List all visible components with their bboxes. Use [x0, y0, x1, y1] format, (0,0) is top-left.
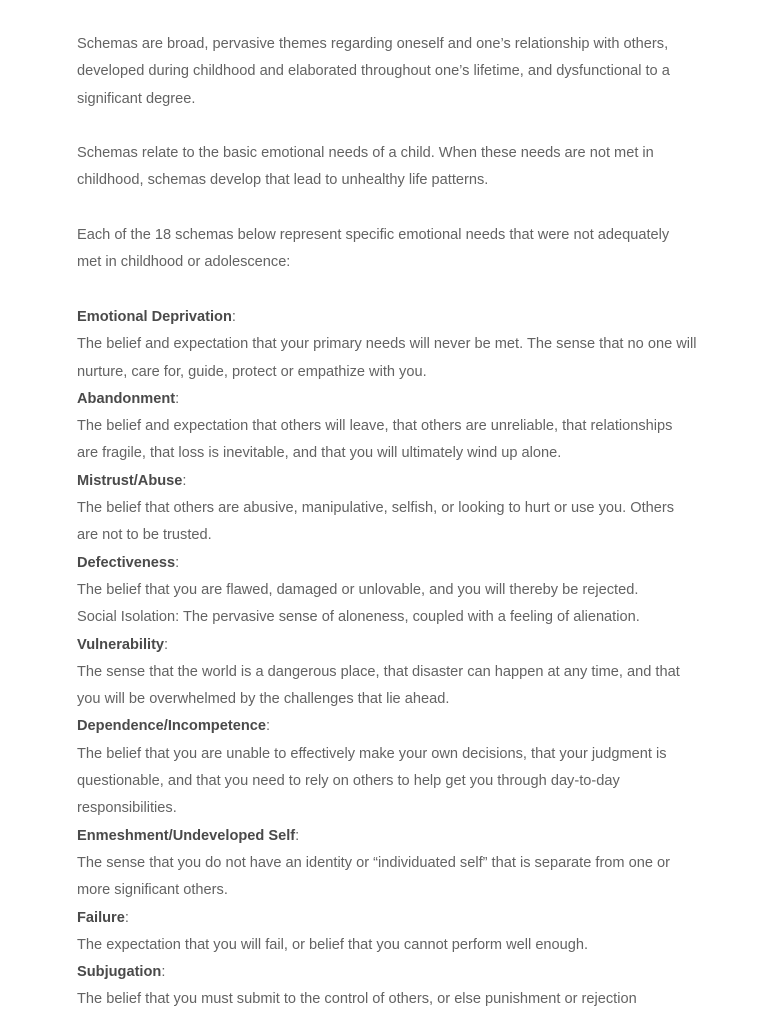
document-body	[77, 31, 697, 1014]
schema-social-isolation-line: Social Isolation: The pervasive sense of aloneness, coupled with a feeling of alienation.	[77, 609, 640, 626]
schema-name: Dependence/Incompetence	[77, 718, 266, 735]
schema-defectiveness	[77, 550, 697, 632]
schema-definition: The expectation that you will fail, or belief that you cannot perform well enough.	[77, 936, 589, 953]
schema-mistrust-abuse	[77, 468, 697, 550]
schema-definition: The belief that others are abusive, manipulative, selfish, or looking to hurt or use you. Others are not to be trusted.	[77, 500, 675, 544]
schema-vulnerability	[77, 632, 697, 714]
schema-colon: :	[161, 964, 166, 981]
schema-name: Subjugation	[77, 964, 162, 981]
paragraph-gap	[77, 113, 697, 140]
schema-dependence-incompetence	[77, 713, 697, 822]
schema-name: Abandonment	[77, 390, 176, 407]
intro-paragraph-2: Schemas relate to the basic emotional needs of a child. When these needs are not met in childhood, schemas develop that lead to unhealthy life patterns.	[77, 145, 654, 189]
schema-emotional-deprivation	[77, 304, 697, 386]
schema-colon: :	[295, 827, 300, 844]
schema-colon: :	[231, 308, 236, 325]
schema-colon: :	[182, 472, 187, 489]
schema-heading	[77, 632, 697, 659]
schema-definition: The belief and expectation that others will leave, that others are unreliable, that relationships are fragile, that loss is inevitable, and that you will ultimately wind up alone.	[77, 418, 673, 462]
paragraph-gap	[77, 277, 697, 304]
schema-name: Defectiveness	[77, 554, 176, 571]
schema-definition: The sense that the world is a dangerous place, that disaster can happen at any time, and that you will be overwhelmed by the challenges that lie ahead.	[77, 663, 680, 708]
schema-name: Failure	[77, 909, 125, 926]
schema-subjugation	[77, 959, 697, 1014]
schema-colon: :	[164, 636, 169, 653]
paragraph-gap	[77, 195, 697, 222]
schema-definition: The belief and expectation that your primary needs will never be met. The sense that no one will nurture, care for, guide, protect or empathize with you.	[77, 336, 697, 380]
schema-name: Vulnerability	[77, 636, 165, 653]
schema-definition: The sense that you do not have an identity or “individuated self” that is separate from one or more significant others.	[77, 854, 671, 899]
schema-colon: :	[124, 909, 129, 926]
schema-heading	[77, 386, 697, 413]
schema-colon: :	[265, 718, 271, 735]
schema-definition: The belief that you must submit to the control of others, or else punishment or rejection	[77, 991, 637, 1008]
schema-heading	[77, 304, 697, 331]
schema-name: Mistrust/Abuse	[77, 472, 183, 489]
schema-heading	[77, 550, 697, 577]
schema-definition: The belief that you are flawed, damaged or unlovable, and you will thereby be rejected.	[77, 581, 639, 598]
schema-colon: :	[175, 390, 180, 407]
intro-paragraph-1: Schemas are broad, pervasive themes regarding oneself and one’s relationship with others, developed during childhood and elaborated throughout one’s lifetime, and dysfunctional to a significant degree.	[77, 36, 670, 107]
schema-heading	[77, 468, 697, 495]
intro-paragraph-3: Each of the 18 schemas below represent specific emotional needs that were not adequately met in childhood or adolescence:	[77, 227, 670, 271]
schema-name: Enmeshment/Undeveloped Self	[77, 827, 296, 844]
schema-failure	[77, 905, 697, 960]
schema-enmeshment	[77, 823, 697, 905]
schema-heading	[77, 959, 697, 986]
schema-heading	[77, 905, 697, 932]
schema-colon: :	[175, 554, 180, 571]
schema-abandonment	[77, 386, 697, 468]
schema-name: Emotional Deprivation	[77, 308, 232, 325]
schema-heading	[77, 713, 697, 740]
schema-heading	[77, 823, 697, 850]
schema-definition: The belief that you are unable to effectively make your own decisions, that your judgment is questionable, and that you need to rely on others to help get you through day-to-day responsibilities.	[77, 745, 667, 817]
